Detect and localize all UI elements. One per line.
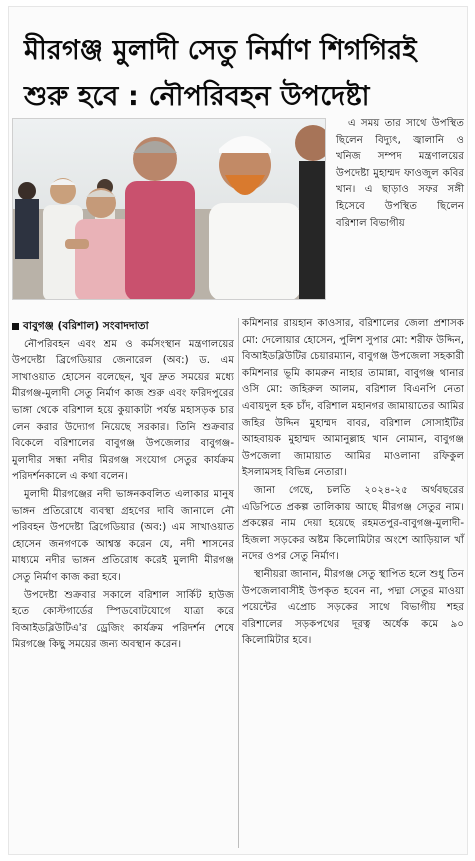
article-paragraph: স্থানীয়রা জানান, মীরগঞ্জ সেতু স্থাপিত হলে শুধু তিন উপজেলাবাসীই উপকৃত হবেন না, পদ্মা সেতুর মাওয়া পয়েন্টের এপ্রোচ সড়কের সাথে বিভাগীয় শহর বরিশালের সড়কপথের দূরত্ব অর্ধেক কমে ৯০ কিলোমিটার হবে। (242, 568, 464, 647)
article-column-right-top (336, 116, 464, 233)
article-paragraph: নৌপরিবহন এবং শ্রম ও কর্মসংস্থান মন্ত্রণালয়ের উপদেষ্টা ব্রিগেডিয়ার জেনারেল (অব:) ড. এম সাখাওয়াত হোসেন বলেছেন, খুব দ্রুত সময়ের মধ্যে মীরগঞ্জ-মুলাদী সেতু নির্মাণ কাজ শুরু এবং ফরিদপুরের ভাঙ্গা থেকে বরিশাল হয়ে কুয়াকাটা পর্যন্ত মহাসড়ক চার লেন করার উদ্যোগ নিয়েছে সরকার। তিনি শুক্রবার বিকেলে বরিশালের বাবুগঞ্জ উপজেলার বাবুগঞ্জ-মুলাদীর সন্ধা নদীর মিরগঞ্জ সংযোগ সেতুর কার্যক্রম পরিদর্শনকালে এ কথা বলেন। (12, 338, 234, 483)
article-paragraph: এ সময় তার সাথে উপস্থিত ছিলেন বিদ্যুৎ, জ্বালানি ও খনিজ সম্পদ মন্ত্রণালয়ের উপদেষ্টা মুহাম্মদ ফাওজুল কবির খান। এ ছাড়াও সফর সঙ্গী হিসেবে উপস্থিত ছিলেন বরিশাল বিভাগীয় (336, 118, 464, 229)
square-bullet-icon (12, 323, 19, 330)
dateline (12, 318, 234, 335)
article-paragraph: কমিশনার রায়হান কাওসার, বরিশালের জেলা প্রশাসক মো: দেলোয়ার হোসেন, পুলিশ সুপার মো: শরীফ উদ্দিন, বিআইডব্লিউটির চেয়ারম্যান, বাবুগঞ্জ উপজেলা সহকারী কমিশনার ভূমি কামরুন নাহার তামান্না, বাবুগঞ্জ থানার ওসি মো: জহিরুল আলম, বরিশাল বিএনপি নেতা এবায়দুল হক চাঁদ, বরিশাল মহানগর জামায়াতের আমির জহির উদ্দিন মুহাম্মদ বাবর, বরিশাল সোসাইটির আহবায়ক মুহাম্মদ আমানুল্লাহ খান নোমান, বাবুগঞ্জ উপজেলা জামায়াত আমির মাওলানা রফিকুল ইসলামসহ বিভিন্ন নেতারা। (242, 318, 464, 479)
column-divider (238, 318, 239, 848)
article-column-1 (12, 318, 234, 655)
headline (24, 28, 456, 120)
article-paragraph: উপদেষ্টা শুক্রবার সকালে বরিশাল সার্কিট হাউজ হতে কোস্টগার্ডের স্পিডবোটযোগে যাত্রা করে বিআইডব্লিউটিএ'র ড্রেজিং কার্যক্রম পরিদর্শন শেষে মিরগঞ্জে কিছু সময়ের জন্য অবস্থান করেন। (12, 589, 234, 651)
article-paragraph: জানা গেছে, চলতি ২০২৪-২৫ অর্থবছরের এডিপিতে প্রকল্প তালিকায় আছে মীরগঞ্জ সেতুর নাম। প্রকল্পের নাম দেয়া হয়েছে রহমতপুর-বাবুগঞ্জ-মুলাদী-হিজলা সড়কের অষ্টম কিলোমিটার অংশে আড়িয়াল খাঁ নদের ওপর সেতু নির্মাণ। (242, 484, 464, 563)
article-paragraph: মুলাদী মীরগঞ্জের নদী ভাঙ্গনকবলিত এলাকার মানুষ ভাঙ্গন প্রতিরোধে ব্যবস্থা গ্রহণের দাবি জানালে নৌ পরিবহন উপদেষ্টা ব্রিগেডিয়ার (অব:) এম সাখাওয়াত হোসেন জনগণকে আশ্বস্ত করেন যে, নদী শাসনের মাধ্যমে নদীর ভাঙ্গন প্রতিরোধ করেই মুলাদী মীরগঞ্জ সেতু নির্মাণ কাজ করা হবে। (12, 488, 234, 583)
headline-line-2: শুরু হবে : নৌপরিবহন উপদেষ্টা (24, 81, 370, 113)
dateline-text: বাবুগঞ্জ (বরিশাল) সংবাদদাতা (23, 320, 149, 332)
news-photo (12, 118, 326, 300)
headline-line-1: মীরগঞ্জ মুলাদী সেতু নির্মাণ শিগগিরই (24, 35, 417, 67)
article-column-2 (242, 316, 464, 651)
